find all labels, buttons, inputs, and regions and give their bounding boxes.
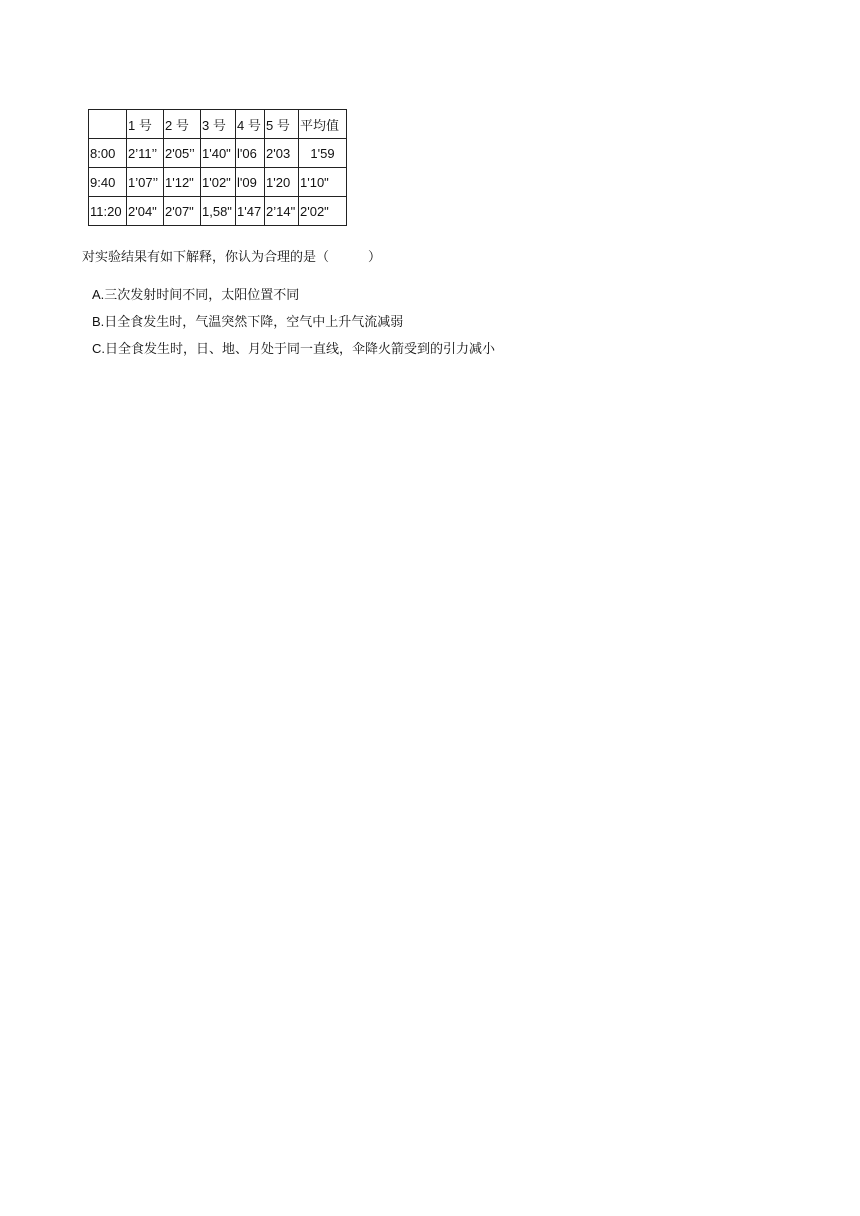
option-a[interactable] — [92, 284, 299, 303]
table-row — [89, 139, 347, 168]
table-cell-time: 11:20 — [89, 197, 127, 226]
table-cell: 2'07" — [164, 197, 201, 226]
table-cell: 1,58" — [201, 197, 236, 226]
option-c[interactable] — [92, 338, 495, 357]
table-header-cell: 4 号 — [236, 110, 265, 139]
table-cell: 1'12" — [164, 168, 201, 197]
table-cell-average: 2'02" — [299, 197, 347, 226]
table-cell-time: 8:00 — [89, 139, 127, 168]
table-row — [89, 168, 347, 197]
table-cell: 1'47 — [236, 197, 265, 226]
table-cell-average: 1'10" — [299, 168, 347, 197]
option-letter: B. — [92, 314, 105, 329]
option-b[interactable] — [92, 311, 403, 330]
table-header-cell: 1 号 — [127, 110, 164, 139]
table-header-cell: 3 号 — [201, 110, 236, 139]
option-letter: C. — [92, 341, 105, 356]
table-cell: 1'20 — [265, 168, 299, 197]
table-cell: 1'02" — [201, 168, 236, 197]
table-header-row — [89, 110, 347, 139]
table-row — [89, 197, 347, 226]
option-text: 三次发射时间不同，太阳位置不同 — [104, 288, 300, 303]
table-cell: l'09 — [236, 168, 265, 197]
table-header-cell: 5 号 — [265, 110, 299, 139]
question-stem: 对实验结果有如下解释，你认为合理的是（ ） — [82, 250, 382, 265]
table-header-cell — [89, 110, 127, 139]
table-cell: 2'03 — [265, 139, 299, 168]
option-text: 日全食发生时，气温突然下降，空气中上升气流减弱 — [104, 315, 404, 330]
option-text: 日全食发生时，日、地、月处于同一直线，伞降火箭受到的引力减小 — [105, 342, 496, 357]
table-header-cell: 2 号 — [164, 110, 201, 139]
table-cell-time: 9:40 — [89, 168, 127, 197]
table-cell: 2'05’’ — [164, 139, 201, 168]
option-letter: A. — [92, 287, 105, 302]
table-cell: 2’14" — [265, 197, 299, 226]
table-cell: 2'04" — [127, 197, 164, 226]
table-cell-average: 1'59 — [299, 139, 347, 168]
table-cell: 1'40" — [201, 139, 236, 168]
table-cell: 2’11’’ — [127, 139, 164, 168]
table-cell: 1’07’’ — [127, 168, 164, 197]
table-header-cell: 平均值 — [299, 110, 347, 139]
data-table — [88, 109, 347, 226]
table-cell: l'06 — [236, 139, 265, 168]
